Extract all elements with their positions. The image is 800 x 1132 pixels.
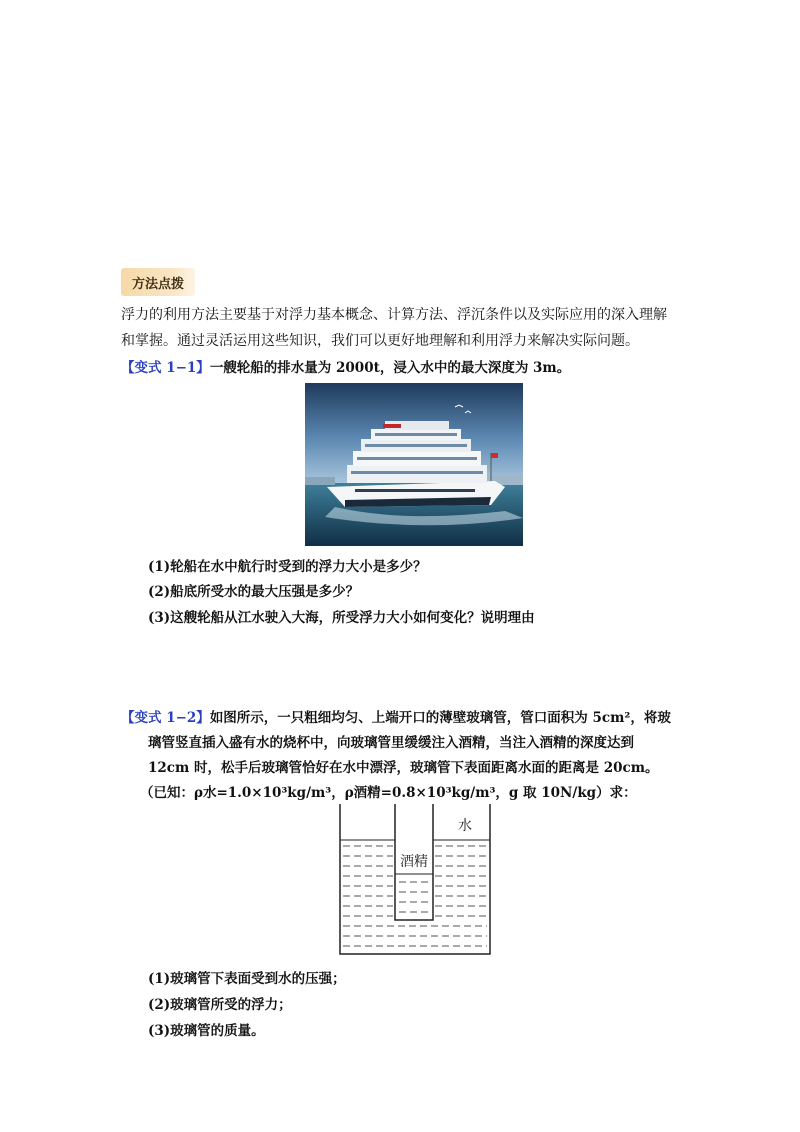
label-water: 水 <box>458 818 472 834</box>
variant-1-2-line-4: （已知：ρ水=1.0×10³kg/m³，ρ酒精=0.8×10³kg/m³，g 取 10N/kg）求： <box>140 785 637 801</box>
label-alcohol: 酒精 <box>400 854 428 870</box>
v2-question-1: (1)玻璃管下表面受到水的压强； <box>148 971 346 987</box>
variant-1-2-line-1 <box>121 706 671 726</box>
v1-question-1: (1)轮船在水中航行时受到的浮力大小是多少？ <box>148 559 427 575</box>
v1-question-3: (3)这艘轮船从江水驶入大海，所受浮力大小如何变化？说明理由 <box>148 610 535 626</box>
v2-question-2: (2)玻璃管所受的浮力； <box>148 997 292 1013</box>
variant-1-1-label: 【变式 1−1】 <box>121 360 210 376</box>
method-line-1: 浮力的利用方法主要基于对浮力基本概念、计算方法、浮沉条件以及实际应用的深入理解 <box>121 307 667 323</box>
variant-1-1-text: 一艘轮船的排水量为 2000t，浸入水中的最大深度为 3m。 <box>209 360 571 376</box>
beaker-diagram <box>335 804 495 958</box>
ship-photo <box>305 383 523 546</box>
method-line-2: 和掌握。通过灵活运用这些知识，我们可以更好地理解和利用浮力来解决实际问题。 <box>121 333 639 349</box>
variant-1-2-line-3: 12cm 时，松手后玻璃管恰好在水中漂浮，玻璃管下表面距离水面的距离是 20cm。 <box>148 760 659 776</box>
section-tag-method: 方法点拨 <box>121 268 195 296</box>
variant-1-2-text-1: 如图所示，一只粗细均匀、上端开口的薄壁玻璃管，管口面积为 5cm²，将玻 <box>209 710 671 726</box>
v2-question-3: (3)玻璃管的质量。 <box>148 1023 265 1039</box>
method-paragraph <box>121 302 681 354</box>
v1-question-2: (2)船底所受水的最大压强是多少？ <box>148 584 360 600</box>
variant-1-2-line-2: 璃管竖直插入盛有水的烧杯中，向玻璃管里缓缓注入酒精，当注入酒精的深度达到 <box>148 735 634 751</box>
variant-1-2-label: 【变式 1−2】 <box>121 710 210 726</box>
variant-1-1-heading <box>121 356 570 376</box>
